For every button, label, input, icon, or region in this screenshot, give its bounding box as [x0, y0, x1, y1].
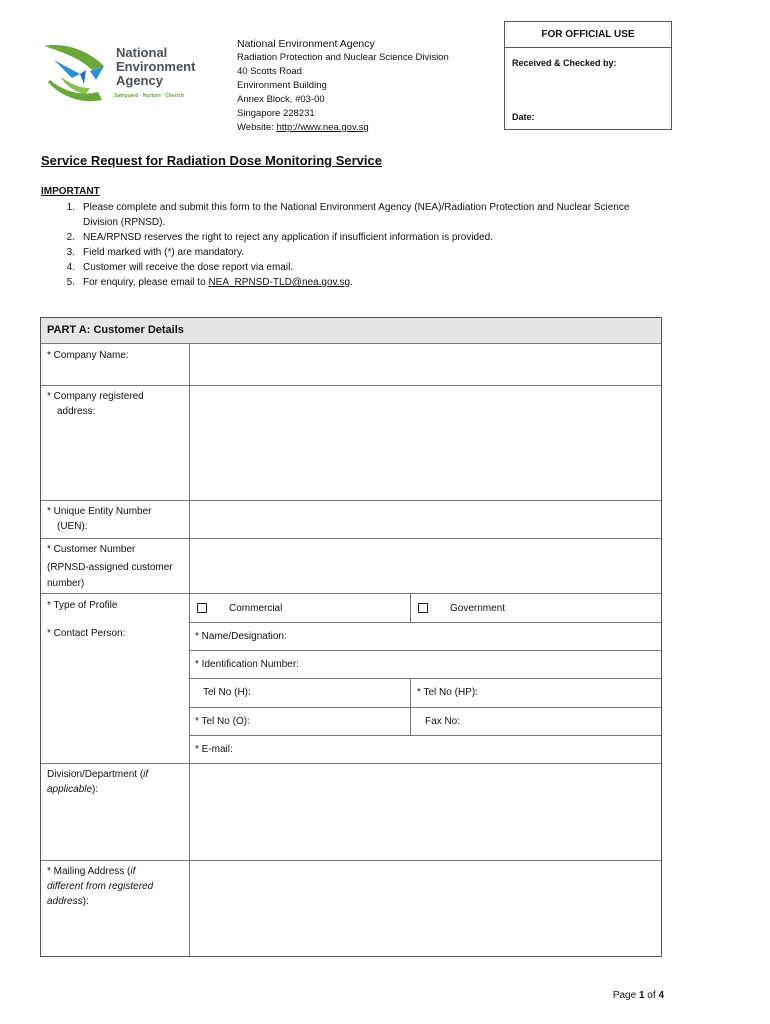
government-checkbox[interactable]: [418, 603, 428, 613]
list-number: 5.: [66, 277, 75, 288]
uen-label-line1: * Unique Entity Number: [47, 506, 152, 517]
page-label: Page: [612, 990, 639, 1001]
form-title: Service Request for Radiation Dose Monitoring Service: [41, 153, 382, 168]
commercial-checkbox[interactable]: [197, 603, 207, 613]
current-page: 1: [638, 990, 645, 1001]
list-number: 3.: [66, 247, 75, 258]
part-a-form: [40, 317, 662, 957]
mailing-label-if: if: [130, 866, 136, 877]
page-number: [613, 990, 664, 1001]
division-label: [47, 767, 148, 797]
customer-number-field[interactable]: [190, 539, 661, 593]
profile-type-label: * Type of Profile: [47, 600, 118, 611]
company-name-label: * Company Name:: [47, 350, 129, 361]
agency-addr2: Environment Building: [237, 80, 327, 91]
agency-address: [237, 37, 449, 135]
total-pages: 4: [658, 990, 664, 1001]
logo-text: [116, 46, 195, 88]
mailing-label-line2: [47, 879, 153, 894]
part-a-title: PART A: Customer Details: [47, 324, 184, 336]
logo-name-line1: National: [116, 45, 168, 60]
list-text: Please complete and submit this form to the National Environment Agency (NEA)/Radiation Protection and Nuclear Science Division (RPNSD).: [83, 202, 630, 228]
official-use-box: [504, 21, 672, 130]
government-label: Government: [450, 603, 506, 614]
page-of: of: [644, 990, 659, 1001]
list-text: [83, 275, 353, 290]
logo-tagline: Safeguard · Nurture · Cherish: [114, 93, 185, 99]
mailing-label-different: different from registered: [47, 881, 154, 892]
mailing-label-text: * Mailing Address (: [47, 866, 131, 877]
official-use-title: FOR OFFICIAL USE: [505, 22, 671, 48]
company-address-label-line1: * Company registered: [47, 391, 144, 402]
customer-number-label-line1: * Customer Number: [47, 544, 136, 555]
mailing-address-field[interactable]: [190, 861, 661, 956]
agency-addr1: 40 Scotts Road: [237, 66, 302, 77]
list-text: NEA/RPNSD reserves the right to reject any application if insufficient information is provided.: [83, 232, 494, 243]
division-label-if: if: [143, 769, 149, 780]
list-item: [41, 230, 661, 245]
enquiry-email-link[interactable]: NEA_RPNSD-TLD@nea.gov.sg: [208, 277, 351, 288]
division-label-text: Division/Department (: [47, 769, 144, 780]
important-list: [41, 200, 661, 290]
list-number: 4.: [66, 262, 75, 273]
agency-website-row: [237, 121, 449, 135]
website-label: Website:: [237, 122, 277, 133]
customer-number-label-line3: number): [47, 578, 85, 589]
agency-addr3: Annex Block, #03-00: [237, 94, 325, 105]
customer-number-label: [47, 542, 173, 592]
agency-division: Radiation Protection and Nuclear Science Division: [237, 52, 449, 63]
mailing-label-line1: [47, 864, 153, 879]
division-label-applicable: applicable: [47, 784, 93, 795]
list-number: 1.: [66, 202, 75, 213]
mailing-address-label: [47, 864, 153, 909]
tel-office-label[interactable]: * Tel No (O):: [195, 716, 250, 727]
commercial-label: Commercial: [229, 603, 283, 614]
uen-label-line2: (UEN):: [57, 521, 88, 532]
list-text: Customer will receive the dose report via email.: [83, 262, 294, 273]
list-text: Field marked with (*) are mandatory.: [83, 247, 244, 258]
mailing-label-line3: [47, 894, 153, 909]
company-address-label: [47, 389, 144, 419]
logo-name-line3: Agency: [116, 73, 163, 88]
uen-field[interactable]: [190, 501, 661, 538]
received-checked-label: Received & Checked by:: [512, 58, 617, 68]
tel-mobile-label[interactable]: * Tel No (HP):: [417, 687, 478, 698]
list-item: [41, 200, 661, 230]
logo-name-line2: Environment: [116, 59, 196, 74]
part-a-header: [41, 318, 661, 343]
mailing-label-address: address: [47, 896, 83, 907]
customer-number-label-line2: (RPNSD-assigned customer: [47, 562, 173, 573]
agency-addr4: Singapore 228231: [237, 108, 315, 119]
list-item: [41, 260, 661, 275]
important-heading: IMPORTANT: [41, 186, 100, 197]
name-designation-label[interactable]: * Name/Designation:: [195, 631, 287, 642]
uen-label: [47, 504, 152, 534]
identification-number-label[interactable]: * Identification Number:: [195, 659, 299, 670]
nea-logo: [40, 40, 210, 110]
agency-name: National Environment Agency: [237, 38, 375, 50]
company-address-label-line2: address:: [57, 406, 96, 417]
division-label-line2: [47, 782, 148, 797]
nea-emblem-icon: [40, 40, 112, 108]
division-label-close: ):: [92, 784, 99, 795]
email-label[interactable]: * E-mail:: [195, 744, 233, 755]
division-field[interactable]: [190, 764, 661, 860]
fax-label[interactable]: Fax No:: [425, 716, 461, 727]
website-link[interactable]: http://www.nea.gov.sg: [276, 122, 369, 133]
contact-person-label: * Contact Person:: [47, 628, 126, 639]
list-item: [41, 245, 661, 260]
tel-home-label[interactable]: Tel No (H):: [203, 687, 251, 698]
company-address-field[interactable]: [190, 386, 661, 500]
mailing-label-close: ):: [82, 896, 89, 907]
list-number: 2.: [66, 232, 75, 243]
list-item: [41, 275, 661, 290]
enquiry-text: For enquiry, please email to: [83, 277, 209, 288]
company-name-field[interactable]: [190, 344, 661, 385]
division-label-line1: [47, 767, 148, 782]
enquiry-suffix: .: [350, 277, 353, 288]
date-label: Date:: [512, 112, 535, 122]
